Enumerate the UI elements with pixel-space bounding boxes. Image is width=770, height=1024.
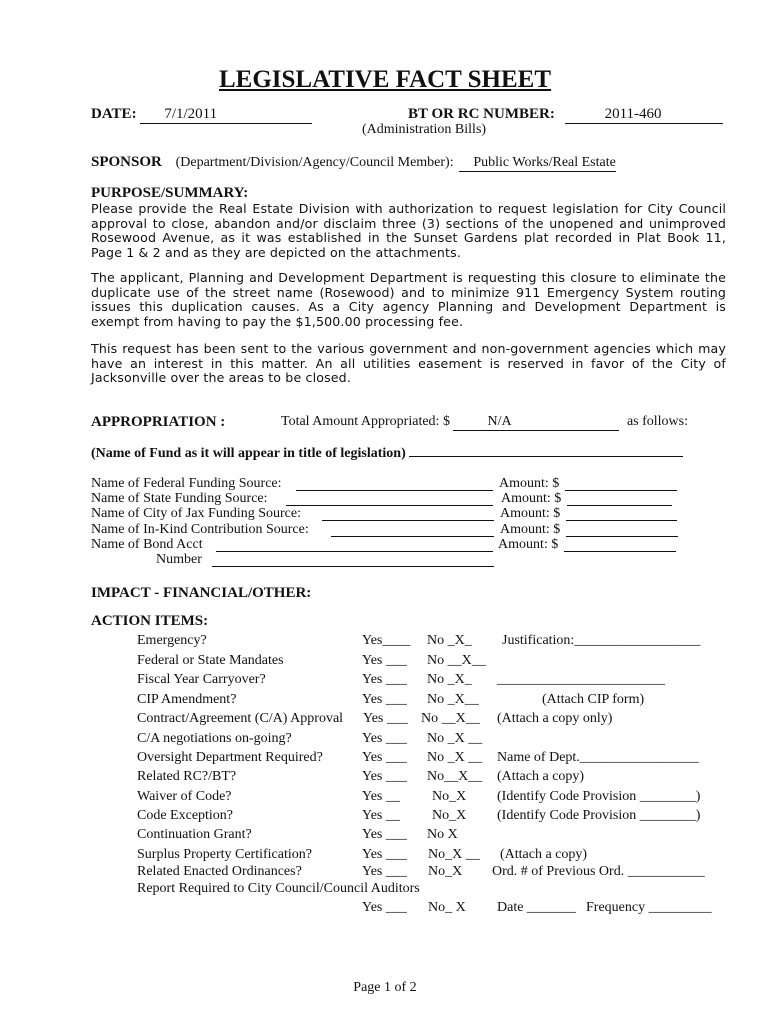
action-no: No _X __ [427,731,483,746]
funding-label: Name of In-Kind Contribution Source: [91,522,309,537]
funding-label: Name of City of Jax Funding Source: [91,506,301,521]
report-date: Date _______ [497,900,576,915]
funding-bond-line [216,551,493,552]
action-question: Surplus Property Certification? [137,847,312,862]
sponsor-row [91,154,616,172]
action-yes: Yes ___ [362,769,407,784]
funding-federal [91,476,282,492]
bt-rc-row: BT OR RC NUMBER: 2011-460 [408,106,723,124]
impact-label: IMPACT - FINANCIAL/OTHER: [91,585,312,601]
funding-amount: Amount: $ [498,537,559,552]
action-question: C/A negotiations on-going? [137,731,292,746]
purpose-label: PURPOSE/SUMMARY: [91,185,249,201]
amount-line [566,520,677,521]
funding-city [91,506,301,522]
funding-label: Name of State Funding Source: [91,491,268,506]
bt-rc-value: 2011-460 [565,106,723,124]
funding-amount: Amount: $ [500,506,561,521]
funding-amount: Amount: $ [500,522,561,537]
action-yes: Yes ___ [362,864,407,879]
action-question: Code Exception? [137,808,234,823]
purpose-paragraph-3: This request has been sent to the various government and non-government agencies which may have an interest in this matter. An all utilities easement is reserved in favor of the City of Jacksonville over the areas to be closed. [91,341,726,386]
action-yes: Yes ___ [362,692,407,707]
appropriation-label: APPROPRIATION : [91,414,226,430]
bt-rc-note: (Administration Bills) [362,122,487,137]
page-footer: Page 1 of 2 [353,980,417,995]
amount-line [567,505,672,506]
sponsor-value: Public Works/Real Estate [459,155,615,172]
action-items-label: ACTION ITEMS: [91,613,209,629]
action-yes: Yes __ [362,789,400,804]
amount-line [565,490,677,491]
action-yes: Yes ___ [362,827,407,842]
action-question: Related RC?/BT? [137,769,237,784]
action-extra: (Identify Code Provision ________) [497,808,701,823]
funding-in-kind-line [331,536,494,537]
funding-amount: Amount: $ [501,491,562,506]
action-no: No _X__ [427,692,479,707]
action-yes: Yes ___ [362,847,407,862]
funding-state-line [286,505,493,506]
action-yes: Yes ___ [362,731,407,746]
action-yes: Yes __ [362,808,400,823]
funding-amount: Amount: $ [499,476,560,491]
fund-name-blank [409,444,683,457]
action-question: Oversight Department Required? [137,750,323,765]
fund-name-row [91,444,683,462]
funding-city-line [322,520,494,521]
date-value: 7/1/2011 [140,106,312,124]
fund-name-label: (Name of Fund as it will appear in title of legislation) [91,446,406,461]
sponsor-desc: (Department/Division/Agency/Council Member): [175,155,454,170]
action-no: No _X_ [427,633,472,648]
action-question: Fiscal Year Carryover? [137,672,266,687]
report-no: No_ X [428,900,466,915]
action-question: Waiver of Code? [137,789,232,804]
action-no: No X [427,827,458,842]
page-title: LEGISLATIVE FACT SHEET [218,66,552,93]
action-no: No_X [432,789,467,804]
bond-number-line [212,566,494,567]
appropriation-text: Total Amount Appropriated: $ [281,414,450,429]
date-row: DATE: 7/1/2011 [91,106,312,124]
action-no: No __X__ [427,653,486,668]
action-no: No_X __ [428,847,480,862]
action-extra: (Attach a copy only) [497,711,613,726]
sponsor-label: SPONSOR [91,154,162,170]
amount-line [564,551,676,552]
action-yes: Yes ___ [363,711,408,726]
funding-federal-line [296,490,493,491]
appropriation-row [281,414,688,431]
action-yes: Yes ___ [362,750,407,765]
action-no: No_X [432,808,467,823]
appropriation-value: N/A [453,414,619,431]
date-label: DATE [91,106,132,122]
action-question: Continuation Grant? [137,827,252,842]
action-no: No_X [428,864,463,879]
report-label: Report Required to City Council/Council Auditors [137,881,420,896]
appropriation-suffix: as follows: [626,414,689,429]
action-no: No__X__ [427,769,483,784]
amount-line [566,536,678,537]
funding-label: Name of Federal Funding Source: [91,476,282,491]
action-yes: Yes ___ [362,672,407,687]
purpose-paragraph-2: The applicant, Planning and Development Department is requesting this closure to eliminate the duplicate use of the street name (Rosewood) and to minimize 911 Emergency System routing issues this duplication causes. As a City agency Planning and Development Department is exempt from having to pay the $1,500.00 processing fee. [91,270,726,329]
action-extra: Ord. # of Previous Ord. ___________ [492,864,705,879]
action-question: Emergency? [137,633,207,648]
action-no: No _X_ [427,672,472,687]
action-extra: (Attach a copy) [497,769,585,784]
action-extra: (Identify Code Provision ________) [497,789,701,804]
action-extra: ________________________ [497,672,665,687]
action-question: Related Enacted Ordinances? [137,864,302,879]
action-question: Contract/Agreement (C/A) Approval [137,711,344,726]
action-question: Federal or State Mandates [137,653,284,668]
purpose-paragraph-1: Please provide the Real Estate Division with authorization to request legislation for City Council approval to close, abandon and/or disclaim three (3) sections of the unopened and unimproved Rosewood Avenue, as it was established in the Sunset Gardens plat recorded in Plat Book 11, Page 1 & 2 and as they are depicted on the attachments. [91,201,726,260]
action-no: No __X__ [421,711,480,726]
action-no: No _X __ [427,750,483,765]
funding-state [91,491,268,507]
report-yes: Yes ___ [362,900,407,915]
action-yes: Yes____ [362,633,411,648]
report-frequency: Frequency _________ [586,900,712,915]
action-extra: Justification:__________________ [502,633,701,648]
funding-label: Name of Bond Acct [91,537,203,552]
bt-rc-label: BT OR RC NUMBER [408,106,550,122]
action-extra: Name of Dept._________________ [497,750,699,765]
action-question: CIP Amendment? [137,692,237,707]
funding-bond [91,537,203,553]
action-extra: (Attach a copy) [500,847,588,862]
funding-in-kind [91,522,309,538]
action-yes: Yes ___ [362,653,407,668]
action-extra: (Attach CIP form) [542,692,645,707]
bond-number-label: Number [156,552,202,567]
